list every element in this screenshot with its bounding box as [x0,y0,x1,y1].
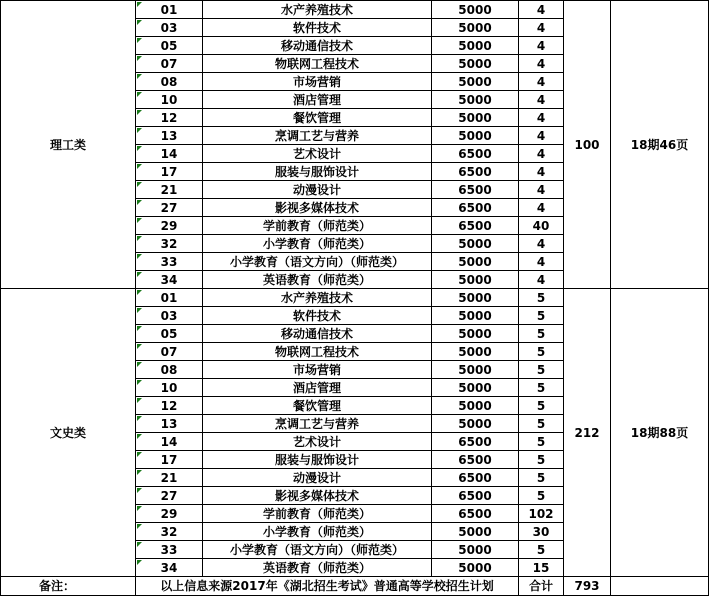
major-code-cell: 03 [136,19,203,37]
major-code-cell: 07 [136,343,203,361]
category-total-cell: 100 [564,1,611,289]
major-name-cell: 餐饮管理 [203,397,432,415]
major-code-cell: 33 [136,541,203,559]
tuition-cell: 5000 [432,235,519,253]
footer-empty-cell [611,577,709,596]
major-code-cell: 21 [136,181,203,199]
major-name-cell: 烹调工艺与营养 [203,415,432,433]
plan-count-cell: 4 [519,163,564,181]
tuition-cell: 5000 [432,379,519,397]
plan-count-cell: 4 [519,271,564,289]
tuition-cell: 6500 [432,505,519,523]
major-name-cell: 市场营销 [203,361,432,379]
major-code-cell: 13 [136,127,203,145]
sum-label-cell: 合计 [519,577,564,596]
major-name-cell: 移动通信技术 [203,325,432,343]
plan-count-cell: 4 [519,199,564,217]
major-code-cell: 34 [136,559,203,577]
major-name-cell: 水产养殖技术 [203,1,432,19]
major-name-cell: 小学教育（语文方向）（师范类） [203,253,432,271]
tuition-cell: 6500 [432,199,519,217]
major-code-cell: 14 [136,145,203,163]
tuition-cell: 5000 [432,289,519,307]
plan-count-cell: 5 [519,307,564,325]
major-name-cell: 物联网工程技术 [203,343,432,361]
major-code-cell: 21 [136,469,203,487]
major-name-cell: 影视多媒体技术 [203,487,432,505]
major-name-cell: 动漫设计 [203,469,432,487]
major-name-cell: 艺术设计 [203,145,432,163]
major-code-cell: 33 [136,253,203,271]
plan-count-cell: 30 [519,523,564,541]
tuition-cell: 6500 [432,433,519,451]
category-cell: 文史类 [1,289,136,577]
major-code-cell: 07 [136,55,203,73]
major-name-cell: 软件技术 [203,307,432,325]
tuition-cell: 5000 [432,361,519,379]
plan-count-cell: 5 [519,469,564,487]
tuition-cell: 5000 [432,37,519,55]
plan-count-cell: 4 [519,127,564,145]
table-row [1,289,709,307]
major-name-cell: 市场营销 [203,73,432,91]
plan-count-cell: 4 [519,91,564,109]
table-body [1,1,709,596]
tuition-cell: 5000 [432,1,519,19]
plan-count-cell: 4 [519,73,564,91]
major-name-cell: 酒店管理 [203,379,432,397]
plan-count-cell: 40 [519,217,564,235]
note-text-cell: 以上信息来源2017年《湖北招生考试》普通高等学校招生计划 [136,577,519,596]
major-code-cell: 05 [136,325,203,343]
major-code-cell: 12 [136,397,203,415]
tuition-cell: 6500 [432,217,519,235]
major-code-cell: 12 [136,109,203,127]
plan-count-cell: 15 [519,559,564,577]
major-code-cell: 29 [136,505,203,523]
major-name-cell: 烹调工艺与营养 [203,127,432,145]
major-code-cell: 03 [136,307,203,325]
plan-count-cell: 5 [519,325,564,343]
plan-count-cell: 4 [519,1,564,19]
major-name-cell: 移动通信技术 [203,37,432,55]
tuition-cell: 5000 [432,271,519,289]
plan-count-cell: 5 [519,289,564,307]
plan-count-cell: 4 [519,181,564,199]
major-name-cell: 物联网工程技术 [203,55,432,73]
source-pages-cell: 18期88页 [611,289,709,577]
major-code-cell: 32 [136,235,203,253]
major-code-cell: 10 [136,379,203,397]
tuition-cell: 6500 [432,469,519,487]
tuition-cell: 5000 [432,91,519,109]
tuition-cell: 5000 [432,559,519,577]
plan-count-cell: 5 [519,415,564,433]
plan-count-cell: 4 [519,55,564,73]
footer-row [1,577,709,596]
tuition-cell: 6500 [432,487,519,505]
tuition-cell: 5000 [432,109,519,127]
major-name-cell: 服装与服饰设计 [203,451,432,469]
plan-count-cell: 5 [519,379,564,397]
major-name-cell: 小学教育（语文方向）（师范类） [203,541,432,559]
plan-count-cell: 4 [519,253,564,271]
major-code-cell: 08 [136,73,203,91]
major-code-cell: 01 [136,1,203,19]
major-code-cell: 13 [136,415,203,433]
major-name-cell: 水产养殖技术 [203,289,432,307]
major-name-cell: 酒店管理 [203,91,432,109]
plan-count-cell: 5 [519,343,564,361]
category-cell: 理工类 [1,1,136,289]
major-name-cell: 艺术设计 [203,433,432,451]
tuition-cell: 6500 [432,145,519,163]
plan-count-cell: 5 [519,451,564,469]
note-label-cell: 备注： [1,577,136,596]
major-code-cell: 32 [136,523,203,541]
sum-value-cell: 793 [564,577,611,596]
plan-count-cell: 5 [519,397,564,415]
major-code-cell: 34 [136,271,203,289]
major-code-cell: 17 [136,451,203,469]
plan-count-cell: 4 [519,235,564,253]
tuition-cell: 5000 [432,325,519,343]
major-code-cell: 10 [136,91,203,109]
source-pages-cell: 18期46页 [611,1,709,289]
tuition-cell: 5000 [432,55,519,73]
major-name-cell: 小学教育（师范类） [203,235,432,253]
major-name-cell: 学前教育（师范类） [203,505,432,523]
plan-count-cell: 102 [519,505,564,523]
major-name-cell: 英语教育（师范类） [203,559,432,577]
plan-count-cell: 4 [519,19,564,37]
major-name-cell: 餐饮管理 [203,109,432,127]
tuition-cell: 5000 [432,19,519,37]
plan-count-cell: 5 [519,361,564,379]
major-name-cell: 动漫设计 [203,181,432,199]
table-row [1,1,709,19]
major-code-cell: 17 [136,163,203,181]
major-code-cell: 14 [136,433,203,451]
major-code-cell: 27 [136,199,203,217]
tuition-cell: 5000 [432,343,519,361]
major-name-cell: 学前教育（师范类） [203,217,432,235]
major-name-cell: 英语教育（师范类） [203,271,432,289]
major-code-cell: 27 [136,487,203,505]
major-name-cell: 软件技术 [203,19,432,37]
plan-count-cell: 4 [519,37,564,55]
plan-count-cell: 4 [519,145,564,163]
major-code-cell: 08 [136,361,203,379]
tuition-cell: 5000 [432,415,519,433]
tuition-cell: 5000 [432,523,519,541]
major-code-cell: 29 [136,217,203,235]
major-name-cell: 影视多媒体技术 [203,199,432,217]
tuition-cell: 5000 [432,127,519,145]
major-code-cell: 01 [136,289,203,307]
tuition-cell: 6500 [432,451,519,469]
plan-count-cell: 5 [519,541,564,559]
plan-count-cell: 5 [519,487,564,505]
major-code-cell: 05 [136,37,203,55]
major-name-cell: 服装与服饰设计 [203,163,432,181]
category-total-cell: 212 [564,289,611,577]
tuition-cell: 5000 [432,307,519,325]
plan-count-cell: 5 [519,433,564,451]
tuition-cell: 5000 [432,73,519,91]
tuition-cell: 6500 [432,163,519,181]
tuition-cell: 6500 [432,181,519,199]
tuition-cell: 5000 [432,541,519,559]
tuition-cell: 5000 [432,253,519,271]
major-name-cell: 小学教育（师范类） [203,523,432,541]
plan-count-cell: 4 [519,109,564,127]
tuition-cell: 5000 [432,397,519,415]
